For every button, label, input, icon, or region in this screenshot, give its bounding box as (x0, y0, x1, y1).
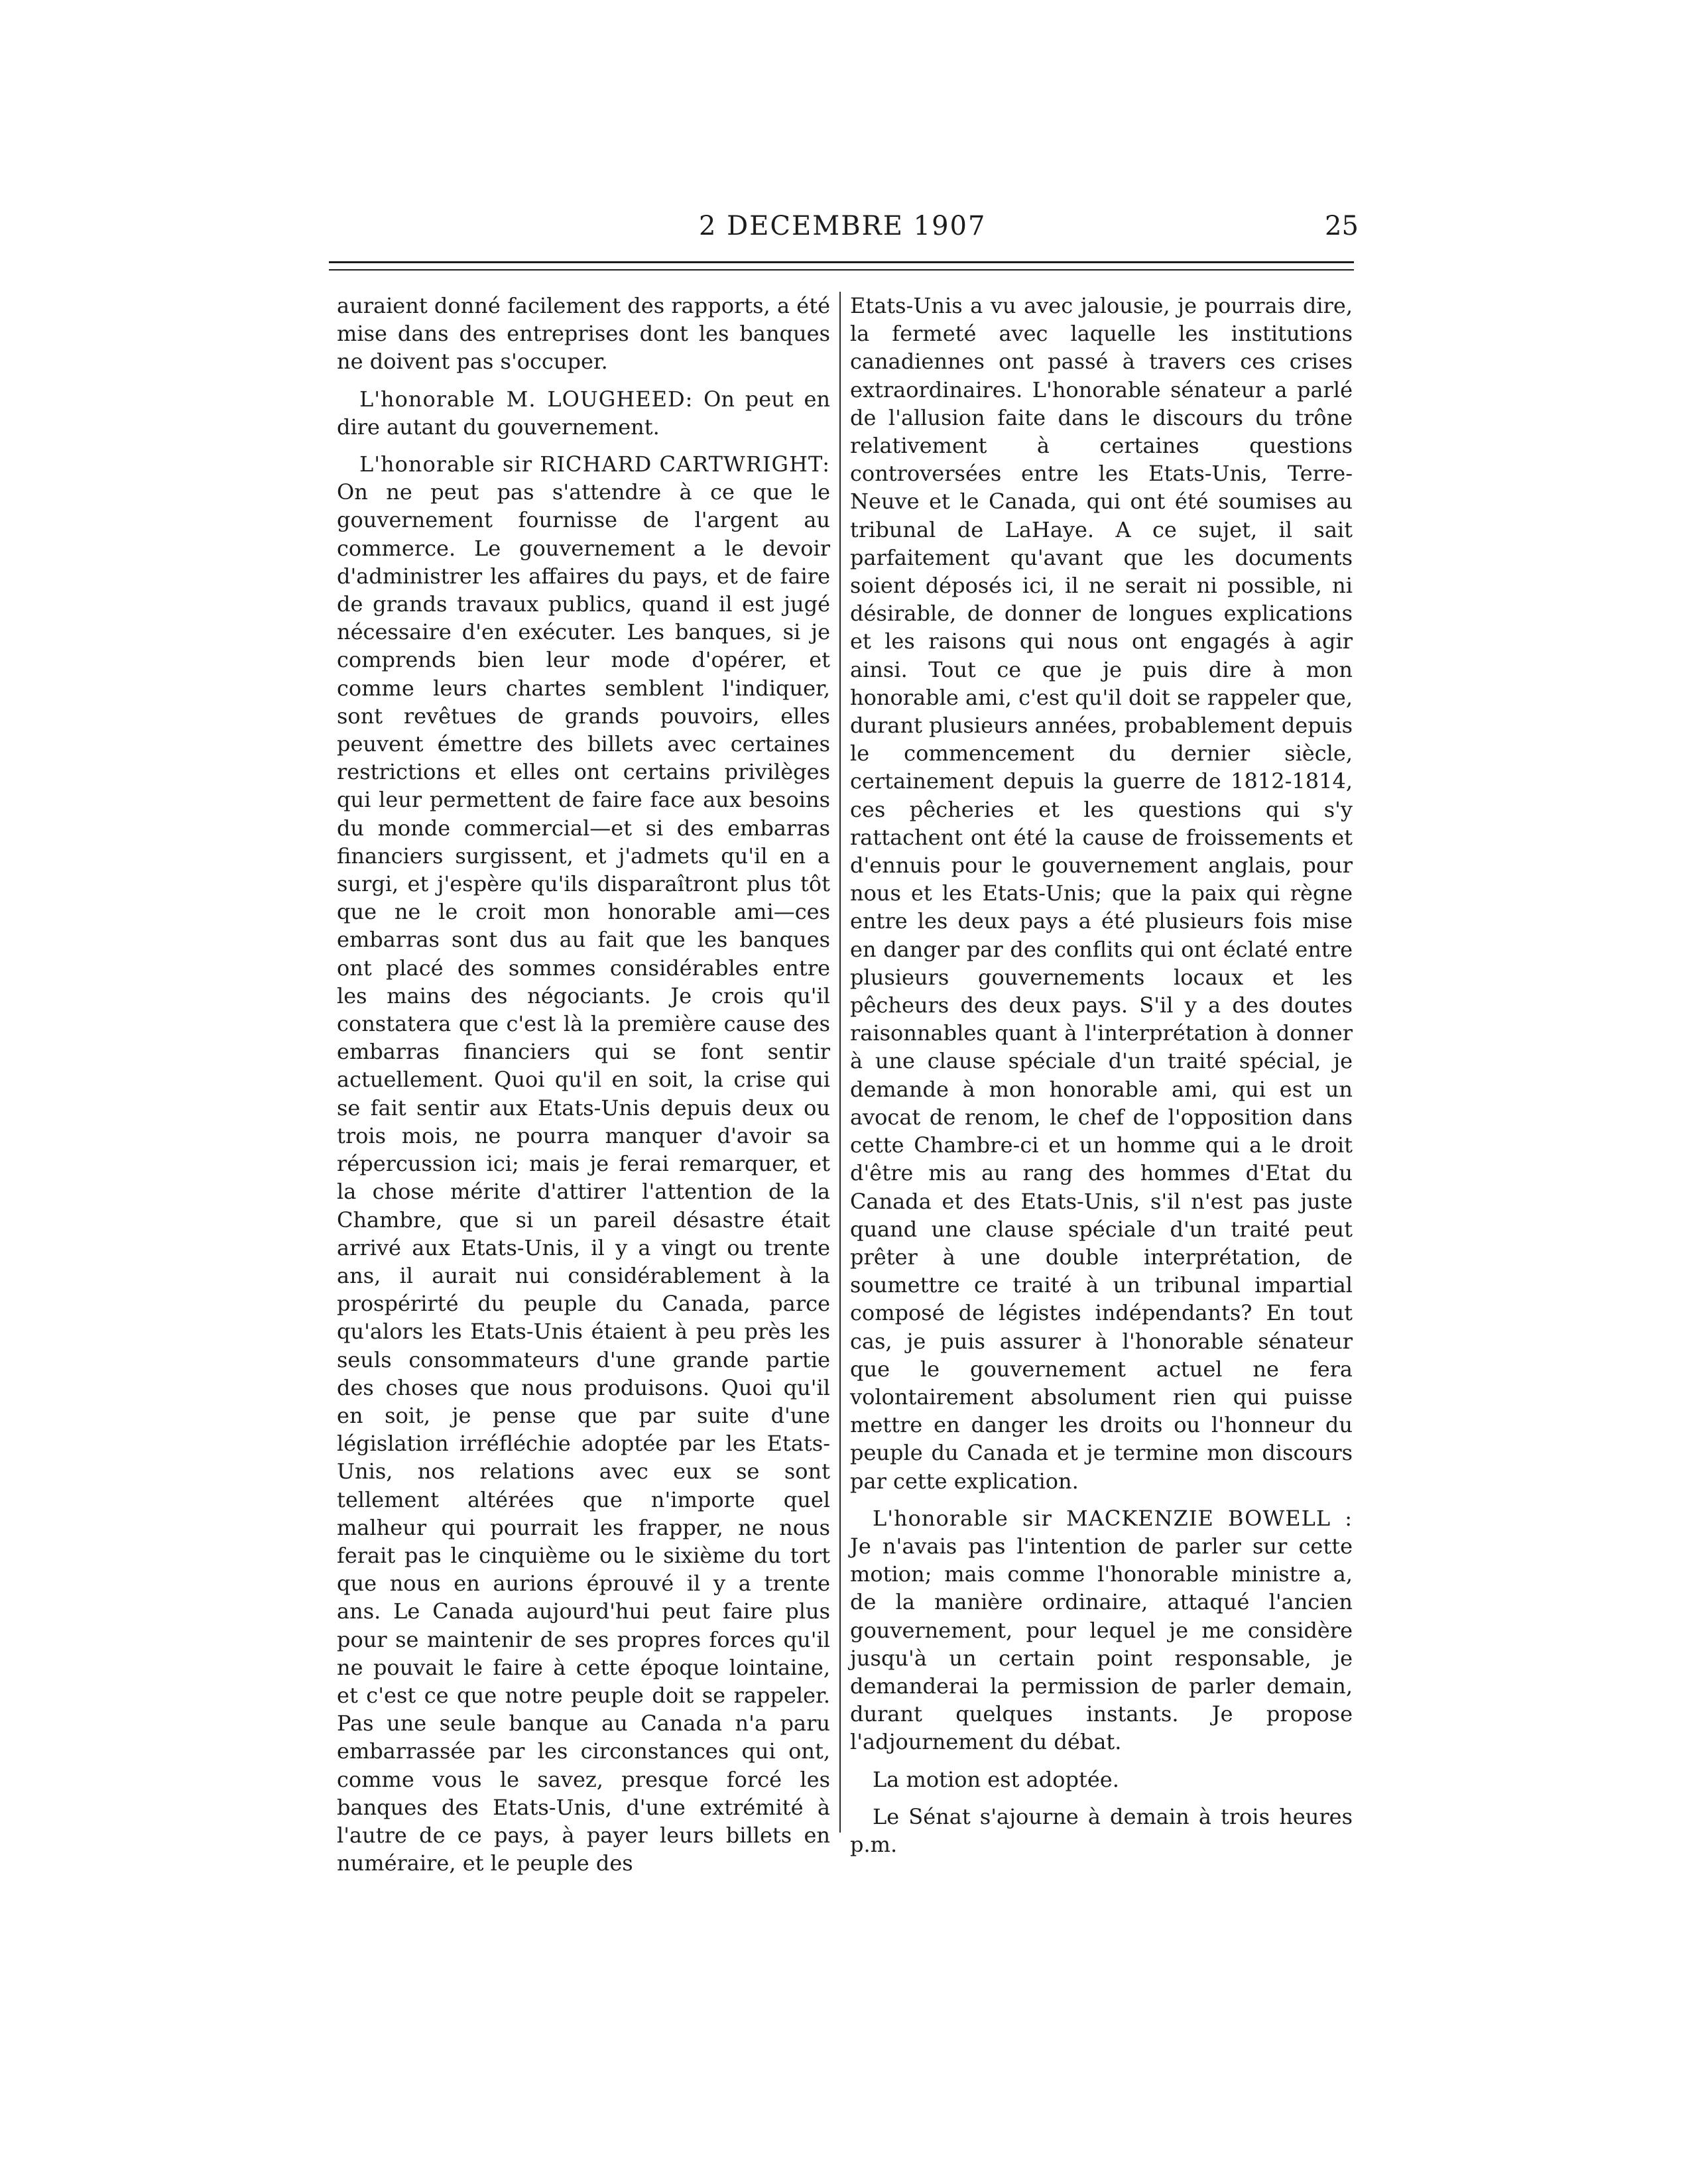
right-paragraph-motion: La motion est adoptée. (873, 1766, 1119, 1792)
left-paragraph-cartwright (337, 450, 830, 1877)
speech-lougheed: On peut en dire autant du gouvernement. (337, 386, 831, 440)
left-paragraph-lougheed (337, 385, 830, 441)
speech-cartwright: On ne peut pas s'attendre à ce que le gouvernement fournisse de l'argent au commerce. Le gouvernement a le devoir d'administrer les affaires du pays, et de faire de grands travaux publics, quand il est jugé nécessaire d'en exécuter. Les banques, si je comprends bien leur mode d'opérer, et comme leurs chartes semblent l'indiquer, sont revêtues de grands pouvoirs, elles peuvent émettre des billets avec certaines restrictions et elles ont certains privilèges qui leur permettent de faire face aux besoins du monde commercial—et si des embarras financiers surgissent, et j'admets qu'il en a surgi, et j'espère qu'ils disparaîtront plus tôt que ne le croit mon honorable ami—ces embarras sont dus au fait que les banques ont placé des sommes considérables entre les mains des négociants. Je crois qu'il constatera que c'est là la première cause des embarras financiers qui se font sentir actuellement. Quoi qu'il en soit, la crise qui se fait sentir aux Etats-Unis depuis deux ou trois mois, ne pourra manquer d'avoir sa répercussion ici; mais je ferai remarquer, et la chose mérite d'attirer l'attention de la Chambre, que si un pareil désastre était arrivé aux Etats-Unis, il y a vingt ou trente ans, il aurait nui considérablement à la prospérirté du peuple du Canada, parce qu'alors les Etats-Unis étaient à peu près les seuls consommateurs d'une grande partie des choses que nous produisons. Quoi qu'il en soit, je pense que par suite d'une législation irréfléchie adoptée par les Etats-Unis, nos relations avec eux se sont tellement altérées que n'importe quel malheur qui pourrait les frapper, ne nous ferait pas le cinquième ou le sixième du tort que nous en aurions éprouvé il y a trente ans. Le Canada aujourd'hui peut faire plus pour se maintenir de ses propres forces qu'il ne pouvait le faire à cette époque lointaine, et c'est ce que notre peuple doit se rappeler. Pas une seule banque au Canada n'a paru embarrassée par les circonstances qui ont, comme vous le savez, presque forcé les banques des Etats-Unis, d'une extrémité à l'autre de ce pays, à payer leurs billets en numéraire, et le peuple des (337, 479, 830, 1876)
left-column (337, 292, 830, 1877)
column-divider (839, 292, 841, 1833)
page-header (0, 0, 1708, 265)
speaker-cartwright: L'honorable sir RICHARD CARTWRIGHT: (359, 452, 830, 477)
header-double-rule (329, 261, 1354, 271)
right-column (850, 292, 1353, 1858)
right-paragraph-adjournment: Le Sénat s'ajourne à demain à trois heures p.m. (850, 1803, 1353, 1857)
speaker-bowell: L'honorable sir MACKENZIE BOWELL : (873, 1505, 1353, 1531)
right-paragraph-bowell (850, 1504, 1353, 1756)
speech-bowell: Je n'avais pas l'intention de parler sur cette motion; mais comme l'honorable ministre a, de la manière ordinaire, attaqué l'ancien gouvernement, pour lequel je me considère jusqu'à un certain point responsable, je demanderai la permission de parler demain, durant quelques instants. Je propose l'adjournement du débat. (850, 1533, 1353, 1755)
speaker-lougheed: L'honorable M. LOUGHEED: (359, 386, 694, 412)
page-number: 25 (1325, 211, 1359, 241)
right-paragraph-continuation: Etats-Unis a vu avec jalousie, je pourrais dire, la fermeté avec laquelle les institutions canadiennes ont passé à travers ces crises extraordinaires. L'honorable sénateur a parlé de l'allusion faite dans le discours du trône relativement à certaines questions controversées entre les Etats-Unis, Terre-Neuve et le Canada, qui ont été soumises au tribunal de LaHaye. A ce sujet, il sait parfaitement qu'avant que les documents soient déposés ici, il ne serait ni possible, ni désirable, de donner de longues explications et les raisons qui nous ont engagés à agir ainsi. Tout ce que je puis dire à mon honorable ami, c'est qu'il doit se rappeler que, durant plusieurs années, probablement depuis le commencement du dernier siècle, certainement depuis la guerre de 1812-1814, ces pêcheries et les questions qui s'y rattachent ont été la cause de froissements et d'ennuis pour le gouvernement anglais, pour nous et les Etats-Unis; que la paix qui règne entre les deux pays a été plusieurs fois mise en danger par des conflits qui ont éclaté entre plusieurs gouvernements locaux et les pêcheurs des deux pays. S'il y a des doutes raisonnables quant à l'interprétation à donner à une clause spéciale d'un traité spécial, je demande à mon honorable ami, qui est un avocat de renom, le chef de l'opposition dans cette Chambre-ci et un homme qui a le droit d'être mis au rang des hommes d'Etat du Canada et des Etats-Unis, s'il n'est pas juste quand une clause spéciale d'un traité peut prêter à une double interprétation, de soumettre ce traité à un tribunal impartial composé de légistes indépendants? En tout cas, je puis assurer à l'honorable sénateur que le gouvernement actuel ne fera volontairement absolument rien qui puisse mettre en danger les droits ou l'honneur du peuple du Canada et je termine mon discours par cette explication. (850, 293, 1353, 1494)
left-paragraph-continuation: auraient donné facilement des rapports, a été mise dans des entreprises dont les banques ne doivent pas s'occuper. (337, 293, 830, 375)
page-date: 2 DECEMBRE 1907 (699, 211, 987, 241)
